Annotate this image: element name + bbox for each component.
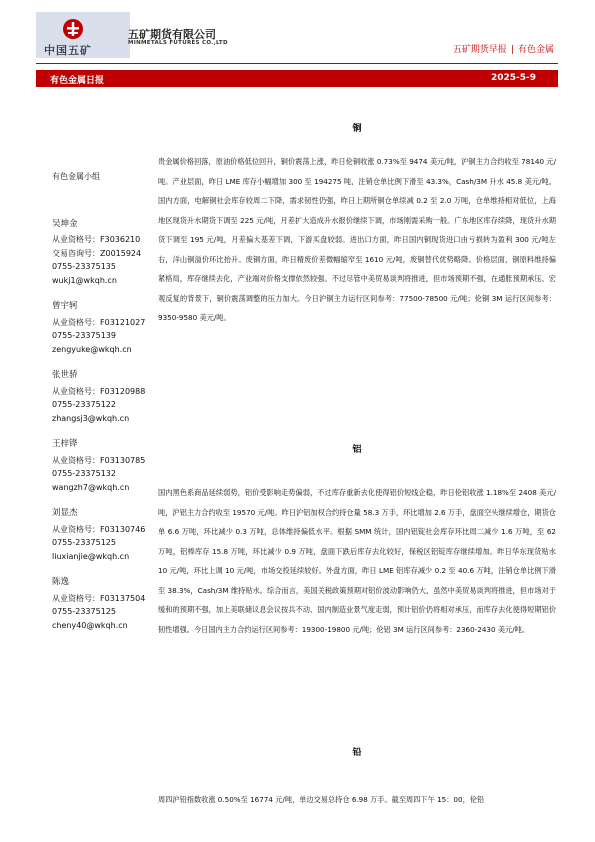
analyst-phone: 0755-23375122: [52, 400, 116, 409]
report-date: 2025-5-9: [490, 73, 536, 83]
team-name: 有色金属小组: [52, 172, 100, 181]
report-category: [453, 42, 554, 55]
analyst-phone: 0755-23375125: [52, 538, 116, 547]
company-name-cn: 五矿期货有限公司: [128, 28, 216, 41]
analyst-phone: 0755-23375139: [52, 331, 116, 340]
section-body-copper: 贵金属价格回落，原油价格低位回升，铜价震荡上涨，昨日伦铜收涨 0.73%至 9474 美元/吨，沪铜主力合约收至 78140 元/吨。产业层面，昨日 LME 库存小幅增加 300 至 194275 吨，注销仓单比例下滑至 43.3%，Cash/3M 升水 45.8 美元/吨。国内方面，电解铜社会库存较周二下降，需求韧性仍强，昨日上期所铜仓单续减 0.2 至 2.0 万吨，仓单维持相对低位，上海地区现货升水期货下调至 225 元/吨，月差扩大造成升水报价继续下调，市场刚需采购一般。广东地区库存续降，现货升水期货下调至 195 元/吨，月差偏大基差下调，下游买盘较弱。进出口方面，昨日国内铜现货进口由亏损转为盈利 300 元/吨左右，洋山铜溢价环比抬升。废铜方面，昨日精废价差微幅缩窄至 1610 元/吨，废铜替代优势略降。价格层面，铜原料维持偏紧格局，库存继续去化，产业端对价格支撑依然较强。不过尽管中美贸易谈判将推进，但市场预期不强，在通胀预期承压、宏观反复的背景下，铜价震荡调整的压力加大。今日沪铜主力运行区间参考：77500-78500 元/吨；伦铜 3M 运行区间参考：9350-9580 美元/吨。: [158, 157, 556, 322]
analyst-card: [52, 507, 152, 563]
header-separator: |: [510, 45, 514, 55]
report-category-label: 有色金属: [517, 45, 554, 55]
analyst-license: 从业资格号：F03137504: [52, 593, 146, 603]
section-title-aluminum: 铝: [352, 445, 362, 455]
section-body-aluminum: 国内黑色系商品延续弱势，铝价受影响走势偏弱，不过库存重新去化使得铝价短线企稳，昨日伦铝收涨 1.18%至 2408 美元/吨，沪铝主力合约收至 19570 元/吨。昨日沪铝加权合约持仓量 58.3 万手，环比增加 2.6 万手，盘面空头继续增仓，期货仓单 6.6 万吨，环比减少 0.3 万吨，总体维持偏低水平。根据 SMM 统计，国内铝锭社会库存环比周二减少 1.6 万吨，至 62 万吨，铝棒库存 15.8 万吨，环比减少 0.9 万吨，盘面下跌后库存去化较好，保税区铝锭库存继续增加。昨日华东现货贴水 10 元/吨，环比上调 10 元/吨，市场交投延续较好。外盘方面，昨日 LME 铝库存减少 0.2 至 40.6 万吨，注销仓单比例下滑至 38.3%，Cash/3M 维持贴水。综合而言，美国关税政策预期对铝价波动影响仍大，虽然中美贸易谈判将推进，但市场对于缓和的预期不强，加上美联储议息会议按兵不动、国内制造业景气度走弱，预计铝价仍将相对承压，而库存去化使得短期铝价韧性增强。今日国内主力合约运行区间参考：19300-19800 元/吨；伦铝 3M 运行区间参考：2360-2430 美元/吨。: [158, 488, 556, 634]
analyst-license: 从业资格号：F03120988: [52, 386, 146, 396]
analyst-email[interactable]: zhangsj3@wkqh.cn: [52, 413, 130, 423]
analyst-license: 从业资格号：F3036210: [52, 235, 141, 244]
analyst-name: 王梓铧: [52, 439, 78, 449]
section-body-lead: 周四沪铅指数收涨 0.50%至 16774 元/吨，单边交易总持仓 6.98 万手。截至周四下午 15：00，伦铅: [158, 795, 485, 804]
report-banner: [36, 70, 558, 87]
page-header: [36, 12, 558, 64]
section-title-lead: 铅: [352, 748, 362, 758]
analyst-consult-license: 交易咨询号：Z0015924: [52, 248, 142, 258]
analyst-license: 从业资格号：F03130785: [52, 455, 146, 465]
report-title: 有色金属日报: [50, 76, 105, 86]
report-type: 五矿期货早报: [452, 45, 507, 55]
analyst-card: [52, 369, 152, 425]
analyst-card: [52, 438, 152, 494]
analyst-phone: 0755-23375125: [52, 607, 116, 616]
analyst-card: [52, 300, 152, 356]
section-title-copper: 铜: [352, 124, 362, 134]
minmetals-logo-icon: [62, 18, 84, 40]
analyst-email[interactable]: liuxianjie@wkqh.cn: [52, 551, 130, 561]
analyst-license: 从业资格号：F03121027: [52, 317, 146, 327]
logo-text: 中国五矿: [44, 44, 92, 57]
analyst-name: 刘显杰: [52, 508, 78, 518]
analyst-email[interactable]: wangzh7@wkqh.cn: [52, 482, 130, 492]
analyst-card: [52, 576, 152, 632]
analyst-card: [52, 218, 152, 288]
analyst-phone: 0755-23375135: [52, 262, 116, 271]
analyst-license: 从业资格号：F03130746: [52, 524, 146, 534]
analyst-name: 陈逸: [52, 577, 70, 587]
analyst-email[interactable]: cheny40@wkqh.cn: [52, 620, 128, 630]
analyst-email[interactable]: zengyuke@wkqh.cn: [52, 344, 132, 354]
company-name-en: MINMETALS FUTURES CO.,LTD: [128, 40, 228, 46]
analyst-sidebar: [52, 170, 152, 645]
analyst-email[interactable]: wukj1@wkqh.cn: [52, 275, 117, 285]
analyst-name: 吴坤金: [52, 218, 78, 229]
analyst-name: 曾宇轲: [52, 301, 78, 311]
company-logo: [36, 12, 130, 58]
analyst-phone: 0755-23375132: [52, 469, 116, 478]
header-divider: [36, 63, 558, 64]
analyst-name: 张世骄: [52, 370, 78, 380]
